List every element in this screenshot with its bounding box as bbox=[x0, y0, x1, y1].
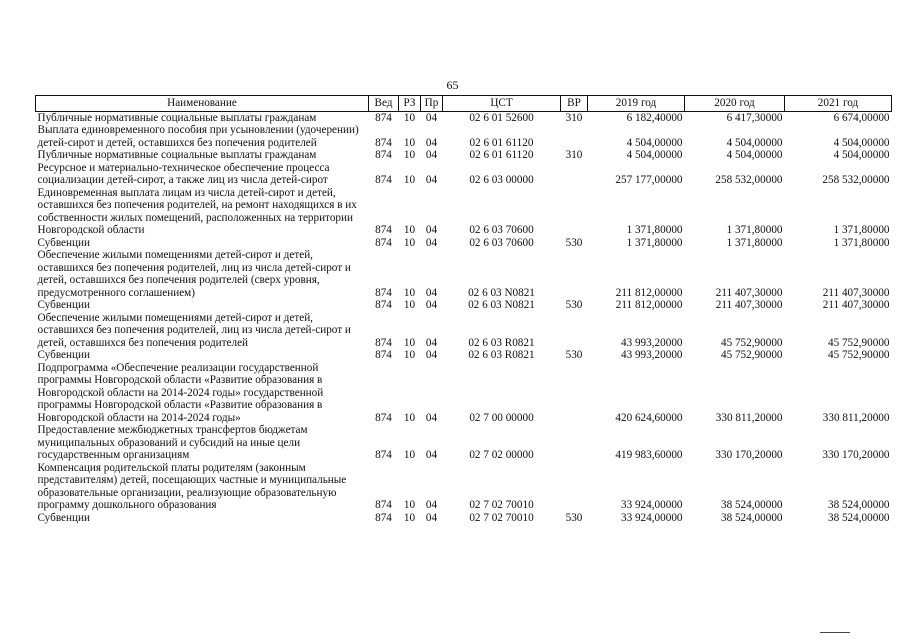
cell-rz: 10 bbox=[403, 411, 416, 424]
cell-name: Единовременная выплата лицам из числа детей-сирот и детей, оставшихся без попечения родителей, на ремонт находящихся в их собственности жилых помещений, расположенных на территории Новгородской области bbox=[37, 186, 357, 236]
cell-2019: 211 812,00000 bbox=[615, 299, 683, 311]
cell-name: Субвенции bbox=[37, 236, 90, 249]
cell-2020: 211 407,30000 bbox=[715, 286, 783, 299]
header-2021: 2021 год bbox=[785, 96, 892, 112]
cell-name: Обеспечение жилыми помещениями детей-сирот и детей, оставшихся без попечения родителей, лиц из числа детей-сирот и детей, оставшихся без попечения родителей (сверх уровня, предусмотренного соглашением) bbox=[37, 249, 351, 299]
cell-vr: 310 bbox=[565, 111, 583, 124]
header-rz: РЗ bbox=[399, 96, 421, 112]
cell-vr bbox=[561, 312, 588, 350]
table-row bbox=[36, 149, 892, 162]
cell-cst: 02 7 02 70010 bbox=[469, 499, 534, 511]
cell-2019: 419 983,60000 bbox=[615, 449, 683, 461]
header-pr: Пр bbox=[421, 96, 443, 112]
cell-2020: 4 504,00000 bbox=[726, 149, 783, 161]
cell-pr: 04 bbox=[425, 336, 438, 349]
page-number: 65 bbox=[446, 78, 459, 92]
header-cst: ЦСТ bbox=[443, 96, 561, 112]
cell-2019: 211 812,00000 bbox=[615, 286, 683, 299]
cell-rz: 10 bbox=[403, 136, 416, 149]
cell-name: Подпрограмма «Обеспечение реализации государственной программы Новгородской области «Развитие образования в Новгородской области на 2014-2024 годы» государственной программы Новгородской области «Развитие образования в Новгородской области на 2014-2024 годы» bbox=[37, 361, 324, 424]
table-row bbox=[36, 462, 892, 512]
cell-pr: 04 bbox=[425, 299, 438, 311]
cell-vr bbox=[561, 187, 588, 237]
cell-vr: 530 bbox=[565, 299, 583, 311]
cell-2021: 4 504,00000 bbox=[833, 149, 890, 161]
cell-2021: 258 532,00000 bbox=[822, 174, 890, 186]
cell-vr: 530 bbox=[565, 349, 583, 361]
cell-pr: 04 bbox=[425, 286, 438, 299]
cell-name: Субвенции bbox=[37, 511, 90, 524]
cell-pr: 04 bbox=[425, 411, 438, 424]
budget-table bbox=[35, 95, 892, 524]
cell-cst: 02 6 03 R0821 bbox=[468, 336, 535, 349]
cell-cst: 02 6 03 70600 bbox=[469, 236, 534, 249]
cell-2021: 4 504,00000 bbox=[833, 136, 890, 149]
cell-pr: 04 bbox=[425, 136, 438, 149]
cell-2020: 45 752,90000 bbox=[720, 349, 783, 361]
table-header-row bbox=[36, 96, 892, 112]
cell-ved: 874 bbox=[375, 411, 392, 424]
cell-2019: 33 924,00000 bbox=[620, 511, 683, 524]
cell-rz: 10 bbox=[403, 336, 416, 349]
cell-cst: 02 6 03 N0821 bbox=[468, 299, 535, 311]
cell-ved: 874 bbox=[375, 224, 392, 236]
cell-2021: 211 407,30000 bbox=[822, 299, 890, 311]
cell-cst: 02 7 00 00000 bbox=[469, 411, 534, 424]
cell-ved: 874 bbox=[375, 511, 392, 524]
scan-mark bbox=[820, 632, 850, 633]
cell-2021: 45 752,90000 bbox=[827, 336, 890, 349]
table-row bbox=[36, 349, 892, 362]
cell-2020: 45 752,90000 bbox=[720, 336, 783, 349]
cell-vr bbox=[561, 362, 588, 425]
cell-ved: 874 bbox=[375, 111, 392, 124]
cell-vr: 530 bbox=[565, 511, 583, 524]
cell-ved: 874 bbox=[375, 236, 392, 249]
cell-2020: 38 524,00000 bbox=[720, 511, 783, 524]
cell-rz: 10 bbox=[403, 449, 416, 461]
cell-vr bbox=[561, 424, 588, 462]
header-ved: Вед bbox=[369, 96, 399, 112]
cell-2020: 38 524,00000 bbox=[720, 499, 783, 511]
table-row bbox=[36, 424, 892, 462]
cell-2020: 258 532,00000 bbox=[715, 174, 783, 186]
cell-name: Публичные нормативные социальные выплаты гражданам bbox=[37, 149, 317, 161]
cell-pr: 04 bbox=[425, 499, 438, 511]
cell-2019: 257 177,00000 bbox=[615, 174, 683, 186]
cell-2019: 33 924,00000 bbox=[620, 499, 683, 511]
cell-pr: 04 bbox=[425, 174, 438, 186]
cell-pr: 04 bbox=[425, 511, 438, 524]
cell-2019: 43 993,20000 bbox=[620, 349, 683, 361]
cell-rz: 10 bbox=[403, 111, 416, 124]
cell-2019: 6 182,40000 bbox=[626, 111, 683, 124]
table-row bbox=[36, 187, 892, 237]
cell-2020: 330 170,20000 bbox=[715, 449, 783, 461]
cell-2020: 6 417,30000 bbox=[726, 111, 783, 124]
cell-ved: 874 bbox=[375, 149, 392, 161]
cell-cst: 02 6 03 00000 bbox=[469, 174, 534, 186]
cell-cst: 02 6 03 70600 bbox=[469, 224, 534, 236]
cell-2020: 4 504,00000 bbox=[726, 136, 783, 149]
cell-cst: 02 7 02 70010 bbox=[469, 511, 534, 524]
cell-name: Обеспечение жилыми помещениями детей-сирот и детей, оставшихся без попечения родителей, лиц из числа детей-сирот и детей, оставшихся без попечения родителей bbox=[37, 311, 351, 349]
cell-cst: 02 6 03 N0821 bbox=[468, 286, 535, 299]
table-row bbox=[36, 312, 892, 350]
cell-2019: 4 504,00000 bbox=[626, 136, 683, 149]
cell-ved: 874 bbox=[375, 299, 392, 311]
cell-rz: 10 bbox=[403, 149, 416, 161]
cell-ved: 874 bbox=[375, 349, 392, 361]
cell-2020: 1 371,80000 bbox=[726, 236, 783, 249]
cell-name: Публичные нормативные социальные выплаты гражданам bbox=[37, 111, 317, 124]
cell-rz: 10 bbox=[403, 299, 416, 311]
cell-rz: 10 bbox=[403, 499, 416, 511]
cell-2020: 330 811,20000 bbox=[715, 411, 783, 424]
cell-vr bbox=[561, 249, 588, 299]
cell-2020: 211 407,30000 bbox=[715, 299, 783, 311]
cell-ved: 874 bbox=[375, 174, 392, 186]
cell-cst: 02 6 01 61120 bbox=[469, 149, 534, 161]
cell-vr bbox=[561, 124, 588, 149]
cell-2021: 330 811,20000 bbox=[822, 411, 890, 424]
cell-2019: 4 504,00000 bbox=[626, 149, 683, 161]
cell-name: Предоставление межбюджетных трансфертов бюджетам муниципальных образований и субсидий на иные цели государственным организациям bbox=[37, 424, 308, 461]
table-row bbox=[36, 512, 892, 525]
cell-cst: 02 6 01 61120 bbox=[469, 136, 534, 149]
table-row bbox=[36, 162, 892, 187]
cell-ved: 874 bbox=[375, 499, 392, 511]
cell-pr: 04 bbox=[425, 236, 438, 249]
cell-2021: 38 524,00000 bbox=[827, 511, 890, 524]
table-row bbox=[36, 237, 892, 250]
cell-vr: 530 bbox=[565, 236, 583, 249]
cell-name: Компенсация родительской платы родителям (законным представителям) детей, посещающих частные и муниципальные образовательные организации, реализующие образовательную программу дошкольного образования bbox=[37, 461, 347, 511]
cell-ved: 874 bbox=[375, 336, 392, 349]
cell-rz: 10 bbox=[403, 236, 416, 249]
cell-pr: 04 bbox=[425, 111, 438, 124]
cell-pr: 04 bbox=[425, 224, 438, 236]
header-vr: ВР bbox=[561, 96, 588, 112]
cell-2021: 1 371,80000 bbox=[833, 224, 890, 236]
cell-2021: 6 674,00000 bbox=[833, 111, 890, 124]
cell-cst: 02 6 03 R0821 bbox=[468, 349, 535, 361]
cell-ved: 874 bbox=[375, 286, 392, 299]
cell-rz: 10 bbox=[403, 224, 416, 236]
table-row bbox=[36, 124, 892, 149]
cell-name: Ресурсное и материально-техническое обеспечение процесса социализации детей-сирот, а также лиц из числа детей-сирот bbox=[37, 161, 330, 186]
cell-2021: 330 170,20000 bbox=[822, 449, 890, 461]
cell-2021: 45 752,90000 bbox=[827, 349, 890, 361]
table-row bbox=[36, 111, 892, 124]
header-name: Наименование bbox=[36, 96, 369, 112]
cell-name: Субвенции bbox=[37, 349, 90, 361]
cell-pr: 04 bbox=[425, 449, 438, 461]
cell-2021: 38 524,00000 bbox=[827, 499, 890, 511]
cell-vr: 310 bbox=[565, 149, 583, 161]
cell-ved: 874 bbox=[375, 136, 392, 149]
cell-2020: 1 371,80000 bbox=[726, 224, 783, 236]
table-row bbox=[36, 362, 892, 425]
cell-pr: 04 bbox=[425, 149, 438, 161]
cell-2019: 1 371,80000 bbox=[626, 236, 683, 249]
cell-rz: 10 bbox=[403, 286, 416, 299]
cell-cst: 02 6 01 52600 bbox=[469, 111, 534, 124]
cell-vr bbox=[561, 162, 588, 187]
cell-pr: 04 bbox=[425, 349, 438, 361]
table-row bbox=[36, 249, 892, 299]
cell-name: Выплата единовременного пособия при усыновлении (удочерении) детей-сирот и детей, оставшихся без попечения родителей bbox=[37, 124, 359, 149]
cell-2019: 420 624,60000 bbox=[615, 411, 683, 424]
cell-cst: 02 7 02 00000 bbox=[469, 449, 534, 461]
cell-2019: 43 993,20000 bbox=[620, 336, 683, 349]
cell-vr bbox=[561, 462, 588, 512]
cell-name: Субвенции bbox=[37, 299, 90, 311]
header-2019: 2019 год bbox=[588, 96, 685, 112]
table-row bbox=[36, 299, 892, 312]
cell-2019: 1 371,80000 bbox=[626, 224, 683, 236]
cell-rz: 10 bbox=[403, 174, 416, 186]
cell-rz: 10 bbox=[403, 511, 416, 524]
cell-2021: 211 407,30000 bbox=[822, 286, 890, 299]
cell-2021: 1 371,80000 bbox=[833, 236, 890, 249]
cell-ved: 874 bbox=[375, 449, 392, 461]
header-2020: 2020 год bbox=[685, 96, 785, 112]
cell-rz: 10 bbox=[403, 349, 416, 361]
